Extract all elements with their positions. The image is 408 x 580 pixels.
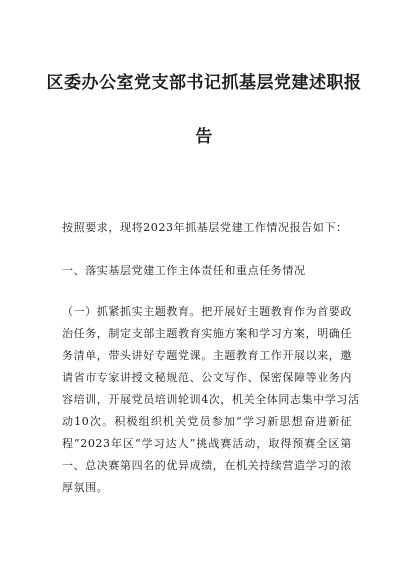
intro-text: 按照要求，现将2023年抓基层党建工作情况报告如下： [62,221,348,234]
paragraph-line: 务清单，带头讲好专题党课。主题教育工作开展以来，邀 [62,349,352,362]
paragraph-line: 动10次。积极组织机关党员参加“学习新思想奋进新征 [62,415,352,428]
paragraph-line: 程”2023年区“学习达人”挑战赛活动，取得预赛全区第 [62,437,352,450]
paragraph-line: 治任务，制定支部主题教育实施方案和学习方案，明确任 [62,327,352,340]
document-title-line-2: 告 [195,127,213,147]
paragraph-line: 厚氛围。 [62,481,109,494]
paragraph-line: 一、总决赛第四名的优异成绩，在机关持续营造学习的浓 [62,459,352,472]
paragraph-line: 容培训，开展党员培训轮训4次，机关全体同志集中学习活 [62,393,360,406]
section-heading: 一、落实基层党建工作主体责任和重点任务情况 [62,264,306,277]
paragraph-line: 请省市专家讲授文秘规范、公文写作、保密保障等业务内 [62,371,352,384]
document-title-line-1: 区委办公室党支部书记抓基层党建述职报 [46,73,362,93]
paragraph-line: （一）抓紧抓实主题教育。把开展好主题教育作为首要政 [62,305,352,318]
